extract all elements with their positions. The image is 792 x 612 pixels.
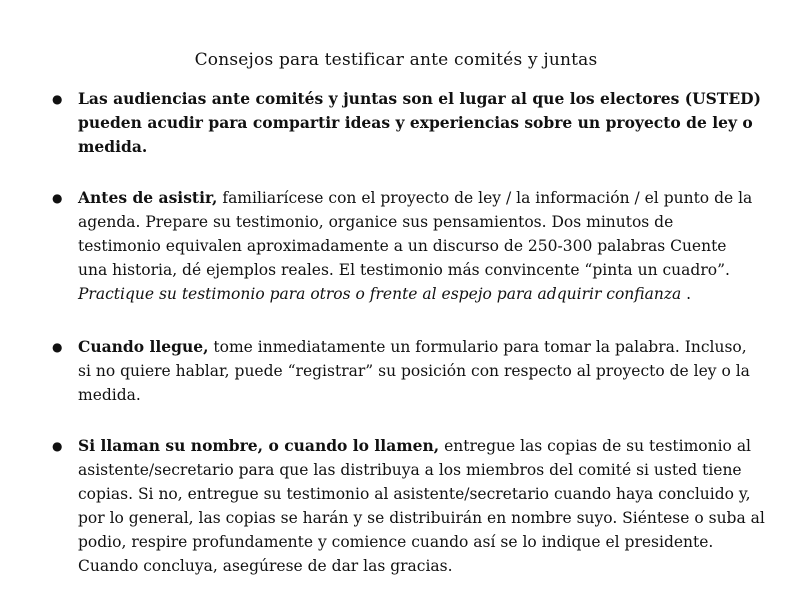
list-item	[52, 87, 792, 159]
list-item	[52, 434, 768, 578]
item-lead: Antes de asistir,	[78, 188, 218, 207]
list-item	[52, 335, 758, 407]
list-item	[52, 186, 758, 306]
item-tail: .	[681, 285, 692, 303]
item-lead: Cuando llegue,	[78, 337, 209, 356]
document-title: Consejos para testificar ante comités y juntas	[194, 50, 598, 70]
item-text: Las audiencias ante comités y juntas son el lugar al que los electores (USTED) pueden acudir para compartir ideas y experiencias sobre un proyecto de ley o medida.	[78, 89, 761, 156]
bullet-icon: ●	[52, 340, 63, 354]
item-lead: Si llaman su nombre, o cuando lo llamen,	[78, 436, 440, 455]
item-italic-text: Practique su testimonio para otros o frente al espejo para adquirir confianza	[78, 285, 682, 303]
item-text: familiarícese con el proyecto de ley / la información / el punto de la agenda. Prepare su testimonio, organice sus pensamientos. Dos minutos de testimonio equivalen aproximadamente a un discurso de 250-300 palabras Cuente una historia, dé ejemplos reales. El testimonio más convincente “pinta un cuadro”.	[78, 189, 753, 279]
bullet-icon: ●	[52, 92, 63, 106]
bullet-icon: ●	[52, 191, 63, 205]
item-text: tome inmediatamente un formulario para tomar la palabra. Incluso, si no quiere hablar, puede “registrar” su posición con respecto al proyecto de ley o la medida.	[78, 338, 750, 404]
item-text: entregue las copias de su testimonio al asistente/secretario para que las distribuya a los miembros del comité si usted tiene copias. Si no, entregue su testimonio al asistente/secretario cuando haya concluido y, por lo general, las copias se harán y se distribuirán en nombre suyo. Siéntese o suba al podio, respire profundamente y comience cuando así se lo indique el presidente. Cuando concluya, asegúrese de dar las gracias.	[78, 437, 765, 575]
bullet-icon: ●	[52, 439, 63, 453]
